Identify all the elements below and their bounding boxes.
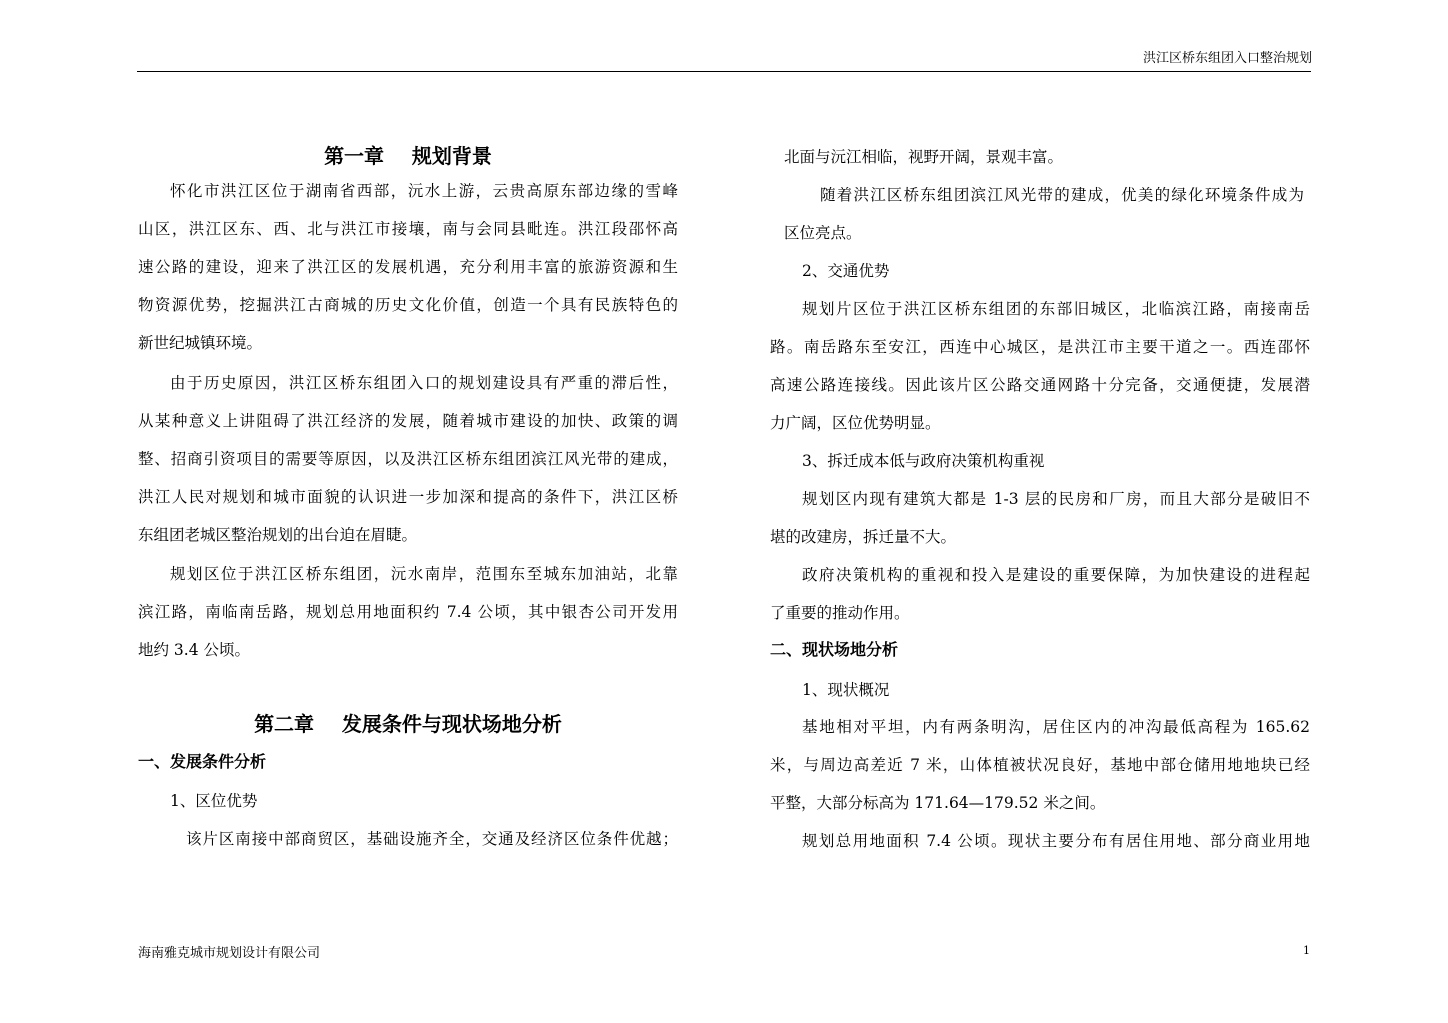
paragraph-line: 堪的改建房，拆迁量不大。 [770, 528, 957, 546]
section-title: 一、发展条件分析 [138, 752, 267, 771]
paragraph-line: 基地相对平坦，内有两条明沟，居住区内的冲沟最低高程为 165.62 [802, 718, 1310, 736]
subsection-title: 2、交通优势 [802, 262, 890, 280]
subsection-title: 1、现状概况 [802, 681, 890, 699]
footer-company: 海南雅克城市规划设计有限公司 [138, 946, 321, 961]
paragraph-line: 该片区南接中部商贸区，基础设施齐全，交通及经济区位条件优越； [186, 830, 678, 848]
paragraph-line: 力广阔，区位优势明显。 [770, 414, 941, 432]
chapter-1-title: 第一章 规划背景 [324, 144, 492, 168]
paragraph-line: 区位亮点。 [784, 224, 862, 242]
paragraph-line: 高速公路连接线。因此该片区公路交通网路十分完备，交通便捷，发展潜 [770, 376, 1310, 394]
header-divider [137, 71, 1311, 72]
paragraph-line: 路。南岳路东至安江，西连中心城区，是洪江市主要干道之一。西连邵怀 [770, 338, 1310, 356]
paragraph-line: 整、招商引资项目的需要等原因，以及洪江区桥东组团滨江风光带的建成， [138, 450, 678, 468]
subsection-title: 3、拆迁成本低与政府决策机构重视 [802, 452, 1045, 470]
paragraph-line: 平整，大部分标高为 171.64—179.52 米之间。 [770, 794, 1106, 812]
paragraph-line: 从某种意义上讲阻碍了洪江经济的发展，随着城市建设的加快、政策的调 [138, 412, 678, 430]
paragraph-line: 东组团老城区整治规划的出台迫在眉睫。 [138, 526, 418, 544]
paragraph-line: 了重要的推动作用。 [770, 604, 910, 622]
paragraph-line: 物资源优势，挖掘洪江古商城的历史文化价值，创造一个具有民族特色的 [138, 296, 678, 314]
paragraph-line: 随着洪江区桥东组团滨江风光带的建成，优美的绿化环境条件成为 [820, 186, 1304, 204]
paragraph-line: 地约 3.4 公顷。 [138, 641, 251, 659]
chapter-2-title: 第二章 发展条件与现状场地分析 [254, 712, 562, 736]
paragraph-line: 山区，洪江区东、西、北与洪江市接壤，南与会同县毗连。洪江段邵怀高 [138, 220, 678, 238]
paragraph-line: 速公路的建设，迎来了洪江区的发展机遇，充分利用丰富的旅游资源和生 [138, 258, 678, 276]
paragraph-line: 新世纪城镇环境。 [138, 334, 263, 352]
page-number: 1 [1303, 944, 1310, 957]
header-title: 洪江区桥东组团入口整治规划 [1142, 51, 1312, 66]
section-title: 二、现状场地分析 [770, 640, 899, 659]
paragraph-line: 洪江人民对规划和城市面貌的认识进一步加深和提高的条件下，洪江区桥 [138, 488, 678, 506]
paragraph-line: 滨江路，南临南岳路，规划总用地面积约 7.4 公顷，其中银杏公司开发用 [138, 603, 678, 621]
paragraph-line: 规划片区位于洪江区桥东组团的东部旧城区，北临滨江路，南接南岳 [802, 300, 1310, 318]
paragraph-line: 米，与周边高差近 7 米，山体植被状况良好，基地中部仓储用地地块已经 [770, 756, 1310, 774]
paragraph-line: 怀化市洪江区位于湖南省西部，沅水上游，云贵高原东部边缘的雪峰 [170, 182, 678, 200]
paragraph-line: 政府决策机构的重视和投入是建设的重要保障，为加快建设的进程起 [802, 566, 1310, 584]
paragraph-line: 由于历史原因，洪江区桥东组团入口的规划建设具有严重的滞后性， [170, 374, 678, 392]
subsection-title: 1、区位优势 [170, 792, 258, 810]
paragraph-line: 规划总用地面积 7.4 公顷。现状主要分布有居住用地、部分商业用地 [802, 832, 1310, 850]
paragraph-line: 北面与沅江相临，视野开阔，景观丰富。 [784, 148, 1064, 166]
paragraph-line: 规划区位于洪江区桥东组团，沅水南岸，范围东至城东加油站，北靠 [170, 565, 678, 583]
paragraph-line: 规划区内现有建筑大都是 1-3 层的民房和厂房，而且大部分是破旧不 [802, 490, 1310, 508]
